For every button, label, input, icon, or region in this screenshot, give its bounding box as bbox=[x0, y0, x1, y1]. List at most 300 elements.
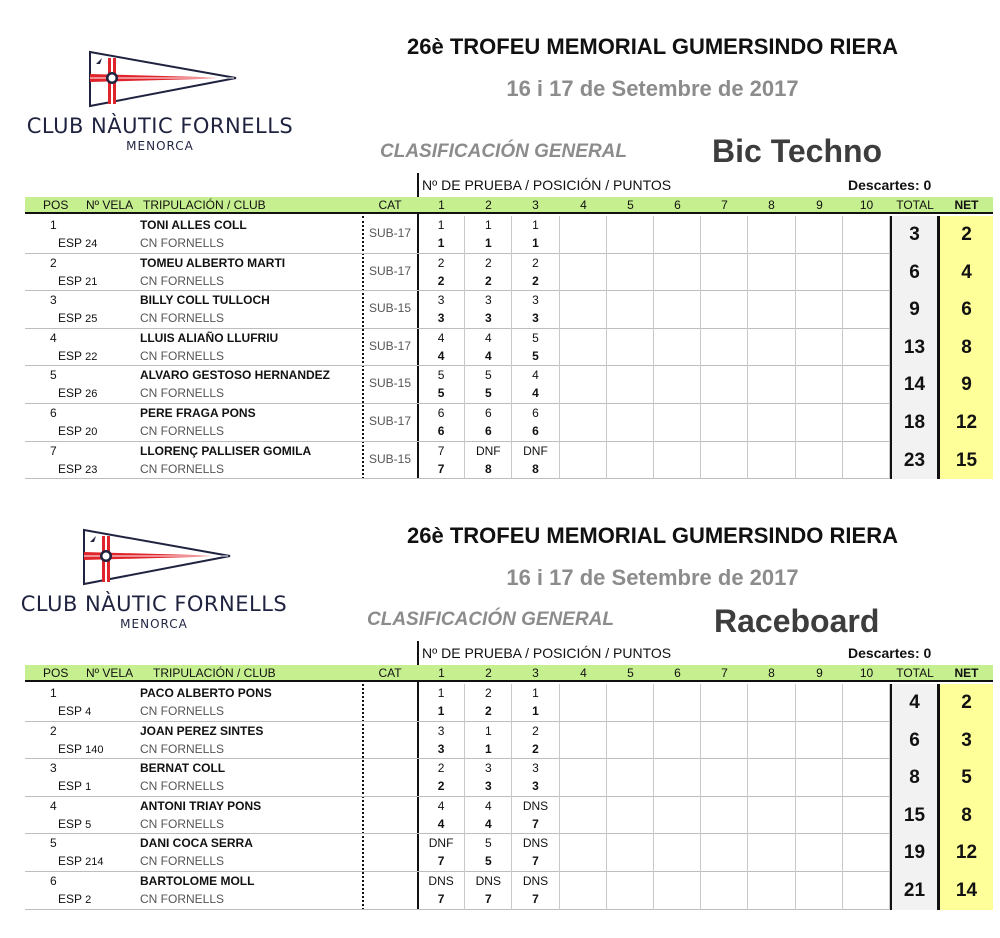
race-position: 3 bbox=[484, 293, 492, 308]
race-cell-10 bbox=[843, 404, 890, 442]
race-position: DNS bbox=[475, 874, 501, 888]
race-points: 1 bbox=[437, 704, 445, 718]
race-cell-9 bbox=[796, 216, 843, 254]
race-points: 3 bbox=[532, 311, 539, 326]
race-cell-2 bbox=[465, 291, 512, 329]
race-cell-4 bbox=[560, 404, 607, 442]
sail-num: 5 bbox=[85, 818, 92, 831]
race-cell-10 bbox=[843, 216, 890, 254]
race-cell-5 bbox=[607, 254, 654, 292]
club-name: CN FORNELLS bbox=[140, 273, 225, 288]
club-name: CN FORNELLS bbox=[140, 816, 225, 831]
race-position: 1 bbox=[437, 218, 445, 232]
race-cell-7 bbox=[701, 254, 748, 292]
race-position: 3 bbox=[532, 293, 539, 308]
race-cell-1 bbox=[418, 404, 465, 442]
race-cell-10 bbox=[843, 366, 890, 404]
race-cell-2 bbox=[465, 684, 512, 722]
net-points: 8 bbox=[940, 797, 993, 835]
race-position: 6 bbox=[532, 406, 539, 420]
net-points: 4 bbox=[940, 254, 993, 292]
race-points: 1 bbox=[532, 704, 539, 718]
sail-num: 1 bbox=[85, 781, 92, 794]
race-cell-1 bbox=[418, 797, 465, 835]
race-cell-2 bbox=[465, 834, 512, 872]
sailor-name: TOMEU ALBERTO MARTI bbox=[140, 255, 286, 270]
total-points: 4 bbox=[890, 684, 940, 722]
total-points: 8 bbox=[890, 759, 940, 797]
race-cell-5 bbox=[607, 872, 654, 910]
race-cell-10 bbox=[843, 722, 890, 760]
class-name: Raceboard bbox=[714, 603, 880, 639]
sail-number bbox=[58, 386, 97, 400]
race-cell-7 bbox=[701, 684, 748, 722]
race-position: 1 bbox=[532, 686, 539, 700]
table-row bbox=[25, 216, 993, 254]
race-points: 3 bbox=[484, 779, 492, 794]
race-cell-4 bbox=[560, 442, 607, 480]
position: 6 bbox=[50, 874, 57, 888]
race-cell-5 bbox=[607, 366, 654, 404]
total-points: 9 bbox=[890, 291, 940, 329]
race-cell-4 bbox=[560, 366, 607, 404]
position: 5 bbox=[50, 836, 57, 851]
sailor-name: TONI ALLES COLL bbox=[140, 218, 247, 232]
sail-num: 24 bbox=[85, 238, 98, 250]
races-label: Nº DE PRUEBA / POSICIÓN / PUNTOS bbox=[422, 645, 672, 661]
race-position: DNS bbox=[522, 836, 549, 851]
category: SUB-17 bbox=[368, 414, 412, 428]
col-race-3: 3 bbox=[532, 198, 539, 212]
race-cell-1 bbox=[418, 834, 465, 872]
net-points: 15 bbox=[940, 442, 993, 480]
race-cell-3 bbox=[512, 404, 559, 442]
race-cell-10 bbox=[843, 254, 890, 292]
position: 6 bbox=[50, 406, 57, 420]
race-cell-1 bbox=[418, 254, 465, 292]
race-cell-8 bbox=[748, 834, 795, 872]
race-cell-8 bbox=[748, 442, 795, 480]
total-points: 6 bbox=[890, 722, 940, 760]
category: SUB-15 bbox=[368, 451, 412, 466]
sail-num: 26 bbox=[85, 388, 98, 401]
race-cell-10 bbox=[843, 329, 890, 367]
race-cell-7 bbox=[701, 291, 748, 329]
race-cell-6 bbox=[654, 684, 701, 722]
col-race-8: 8 bbox=[768, 198, 775, 212]
race-position: 2 bbox=[532, 723, 539, 738]
race-position: 3 bbox=[532, 761, 539, 776]
position: 7 bbox=[50, 443, 57, 458]
sail-number bbox=[58, 817, 91, 831]
col-race-10: 10 bbox=[859, 666, 874, 680]
sail-prefix: ESP bbox=[58, 273, 82, 288]
total-points: 19 bbox=[890, 834, 940, 872]
position: 2 bbox=[50, 255, 57, 270]
sail-num: 25 bbox=[85, 313, 98, 326]
race-cell-9 bbox=[796, 254, 843, 292]
col-race-6: 6 bbox=[674, 666, 681, 680]
race-cell-6 bbox=[654, 329, 701, 367]
total-points: 21 bbox=[890, 872, 940, 910]
sail-num: 214 bbox=[85, 856, 104, 869]
race-points: 6 bbox=[484, 424, 492, 438]
col-race-9: 9 bbox=[816, 198, 823, 212]
net-points: 12 bbox=[940, 404, 993, 442]
net-points: 14 bbox=[940, 872, 993, 910]
sail-number bbox=[58, 311, 97, 325]
race-cell-6 bbox=[654, 291, 701, 329]
sail-prefix: ESP bbox=[58, 892, 82, 906]
race-position: DNS bbox=[522, 798, 549, 813]
race-cell-3 bbox=[512, 797, 559, 835]
results-table bbox=[25, 216, 993, 480]
net-points: 6 bbox=[940, 291, 993, 329]
race-points: 5 bbox=[437, 386, 445, 401]
table-row bbox=[25, 329, 993, 367]
position: 5 bbox=[50, 368, 57, 383]
race-position: 4 bbox=[484, 798, 492, 813]
sail-number bbox=[58, 742, 104, 756]
race-cell-4 bbox=[560, 797, 607, 835]
total-points: 14 bbox=[890, 366, 940, 404]
col-crew: TRIPULACIÓN / CLUB bbox=[153, 666, 276, 680]
race-cell-4 bbox=[560, 254, 607, 292]
category: SUB-15 bbox=[368, 376, 412, 391]
race-cell-7 bbox=[701, 442, 748, 480]
race-position: 5 bbox=[484, 368, 492, 383]
col-race-6: 6 bbox=[674, 198, 681, 212]
race-position: DNF bbox=[475, 443, 501, 458]
race-cell-9 bbox=[796, 797, 843, 835]
sailor-name: LLORENÇ PALLISER GOMILA bbox=[140, 443, 312, 458]
race-cell-3 bbox=[512, 442, 559, 480]
race-cell-9 bbox=[796, 872, 843, 910]
sailor-name: DANI COCA SERRA bbox=[140, 836, 253, 851]
race-cell-9 bbox=[796, 366, 843, 404]
race-points: 6 bbox=[532, 424, 539, 438]
race-cell-7 bbox=[701, 404, 748, 442]
race-cell-9 bbox=[796, 442, 843, 480]
race-position: 4 bbox=[532, 368, 539, 383]
race-cell-3 bbox=[512, 872, 559, 910]
race-cell-7 bbox=[701, 797, 748, 835]
sailor-name: ANTONI TRIAY PONS bbox=[140, 798, 262, 813]
col-race-1: 1 bbox=[438, 198, 445, 212]
race-cell-3 bbox=[512, 329, 559, 367]
col-race-10: 10 bbox=[859, 198, 874, 212]
discards-label: Descartes: 0 bbox=[848, 177, 932, 193]
sail-number bbox=[58, 236, 97, 250]
table-row bbox=[25, 442, 993, 480]
club-name: CN FORNELLS bbox=[140, 704, 225, 718]
table-row bbox=[25, 366, 993, 404]
race-points: 5 bbox=[484, 854, 492, 869]
race-points: 3 bbox=[437, 311, 445, 326]
race-points: 1 bbox=[532, 236, 539, 250]
sailor-name: ALVARO GESTOSO HERNANDEZ bbox=[140, 368, 331, 383]
table-row bbox=[25, 404, 993, 442]
position: 3 bbox=[50, 293, 57, 308]
sail-prefix: ESP bbox=[58, 816, 82, 831]
total-points: 18 bbox=[890, 404, 940, 442]
race-position: 6 bbox=[437, 406, 445, 420]
position: 3 bbox=[50, 761, 57, 776]
sail-number bbox=[58, 704, 91, 718]
net-points: 5 bbox=[940, 759, 993, 797]
race-cell-8 bbox=[748, 759, 795, 797]
race-position: 5 bbox=[532, 330, 539, 345]
race-cell-2 bbox=[465, 872, 512, 910]
race-points: 7 bbox=[437, 892, 445, 906]
sail-number bbox=[58, 462, 97, 476]
race-cell-8 bbox=[748, 722, 795, 760]
race-points: 7 bbox=[437, 854, 445, 869]
race-points: 8 bbox=[484, 461, 492, 476]
col-race-4: 4 bbox=[580, 198, 587, 212]
net-points: 2 bbox=[940, 216, 993, 254]
race-cell-3 bbox=[512, 759, 559, 797]
sail-number bbox=[58, 892, 91, 906]
race-cell-7 bbox=[701, 366, 748, 404]
race-cell-4 bbox=[560, 759, 607, 797]
race-cell-2 bbox=[465, 722, 512, 760]
race-position: 1 bbox=[484, 218, 492, 232]
race-points: 3 bbox=[437, 741, 445, 756]
race-cell-3 bbox=[512, 254, 559, 292]
category: SUB-17 bbox=[368, 338, 412, 353]
race-cell-8 bbox=[748, 872, 795, 910]
race-position: 3 bbox=[437, 723, 445, 738]
race-cell-1 bbox=[418, 216, 465, 254]
race-position: 2 bbox=[437, 255, 445, 270]
race-points: 4 bbox=[437, 816, 445, 831]
col-race-5: 5 bbox=[627, 198, 634, 212]
race-points: 4 bbox=[484, 348, 492, 363]
races-label: Nº DE PRUEBA / POSICIÓN / PUNTOS bbox=[422, 177, 672, 193]
sailor-name: BARTOLOME MOLL bbox=[140, 874, 255, 888]
race-cell-4 bbox=[560, 329, 607, 367]
race-cell-2 bbox=[465, 797, 512, 835]
total-points: 3 bbox=[890, 216, 940, 254]
club-name: CN FORNELLS bbox=[140, 461, 225, 476]
race-cell-1 bbox=[418, 366, 465, 404]
race-points: 1 bbox=[484, 741, 492, 756]
race-points: 7 bbox=[484, 892, 492, 906]
event-title: 26è TROFEU MEMORIAL GUMERSINDO RIERA bbox=[407, 34, 898, 59]
race-cell-7 bbox=[701, 834, 748, 872]
race-position: 3 bbox=[437, 293, 445, 308]
club-name: CLUB NÀUTIC FORNELLS bbox=[20, 592, 288, 616]
club-location: MENORCA bbox=[120, 617, 188, 631]
club-name: CN FORNELLS bbox=[140, 311, 225, 326]
race-cell-10 bbox=[843, 442, 890, 480]
club-location: MENORCA bbox=[126, 139, 194, 153]
race-points: 2 bbox=[532, 741, 539, 756]
race-position: 2 bbox=[484, 255, 492, 270]
race-cell-2 bbox=[465, 759, 512, 797]
sail-number bbox=[58, 854, 104, 868]
club-name: CN FORNELLS bbox=[140, 892, 225, 906]
race-points: 2 bbox=[484, 704, 492, 718]
race-cell-10 bbox=[843, 872, 890, 910]
race-points: 1 bbox=[484, 236, 492, 250]
sail-prefix: ESP bbox=[58, 311, 82, 326]
sail-prefix: ESP bbox=[58, 461, 82, 476]
net-points: 9 bbox=[940, 366, 993, 404]
event-dates: 16 i 17 de Setembre de 2017 bbox=[506, 565, 799, 590]
race-cell-4 bbox=[560, 684, 607, 722]
race-points: 7 bbox=[532, 854, 539, 869]
race-position: 2 bbox=[437, 761, 445, 776]
race-cell-6 bbox=[654, 872, 701, 910]
col-total: TOTAL bbox=[896, 666, 934, 680]
total-points: 13 bbox=[890, 329, 940, 367]
race-points: 2 bbox=[437, 273, 445, 288]
sail-num: 2 bbox=[85, 894, 92, 906]
total-points: 23 bbox=[890, 442, 940, 480]
race-cell-3 bbox=[512, 684, 559, 722]
race-cell-6 bbox=[654, 442, 701, 480]
race-cell-3 bbox=[512, 291, 559, 329]
race-cell-2 bbox=[465, 216, 512, 254]
race-cell-6 bbox=[654, 722, 701, 760]
classification-label: CLASIFICACIÓN GENERAL bbox=[380, 141, 627, 162]
total-points: 6 bbox=[890, 254, 940, 292]
race-points: 2 bbox=[484, 273, 492, 288]
race-cell-9 bbox=[796, 759, 843, 797]
sail-number bbox=[58, 424, 97, 438]
race-position: DNS bbox=[428, 874, 454, 888]
total-points: 15 bbox=[890, 797, 940, 835]
results-section-raceboard bbox=[0, 490, 1000, 938]
race-cell-1 bbox=[418, 442, 465, 480]
sail-number bbox=[58, 349, 97, 363]
event-title: 26è TROFEU MEMORIAL GUMERSINDO RIERA bbox=[407, 523, 898, 548]
race-cell-1 bbox=[418, 722, 465, 760]
race-points: 2 bbox=[532, 273, 539, 288]
sailor-name: PACO ALBERTO PONS bbox=[140, 686, 272, 700]
sail-number bbox=[58, 274, 97, 288]
col-crew: TRIPULACIÓN / CLUB bbox=[143, 198, 266, 212]
col-race-7: 7 bbox=[721, 198, 728, 212]
race-points: 4 bbox=[484, 816, 492, 831]
race-cell-7 bbox=[701, 216, 748, 254]
race-cell-8 bbox=[748, 684, 795, 722]
race-cell-7 bbox=[701, 759, 748, 797]
race-position: 4 bbox=[437, 798, 445, 813]
race-cell-6 bbox=[654, 404, 701, 442]
race-cell-6 bbox=[654, 759, 701, 797]
sail-prefix: ESP bbox=[58, 741, 82, 756]
sail-prefix: ESP bbox=[58, 424, 82, 438]
race-cell-7 bbox=[701, 329, 748, 367]
col-race-1: 1 bbox=[438, 666, 445, 680]
race-cell-3 bbox=[512, 834, 559, 872]
race-cell-9 bbox=[796, 329, 843, 367]
club-name: CN FORNELLS bbox=[140, 854, 225, 869]
sail-prefix: ESP bbox=[58, 779, 82, 794]
race-points: 7 bbox=[532, 892, 539, 906]
race-cell-5 bbox=[607, 442, 654, 480]
table-header bbox=[25, 665, 993, 682]
pennant-flag-icon bbox=[88, 50, 238, 110]
race-position: 3 bbox=[484, 761, 492, 776]
race-position: 1 bbox=[437, 686, 445, 700]
race-cell-5 bbox=[607, 404, 654, 442]
col-race-2: 2 bbox=[485, 198, 492, 212]
event-dates: 16 i 17 de Setembre de 2017 bbox=[506, 76, 799, 101]
race-position: 2 bbox=[532, 255, 539, 270]
col-net: NET bbox=[954, 198, 979, 212]
race-cell-1 bbox=[418, 291, 465, 329]
sail-num: 4 bbox=[85, 706, 92, 718]
race-points: 4 bbox=[437, 348, 445, 363]
table-header bbox=[25, 197, 993, 214]
race-cell-9 bbox=[796, 834, 843, 872]
category: SUB-15 bbox=[368, 301, 412, 316]
race-cell-9 bbox=[796, 404, 843, 442]
race-position: 5 bbox=[484, 836, 492, 851]
club-logo bbox=[0, 520, 320, 640]
net-points: 2 bbox=[940, 684, 993, 722]
table-row bbox=[25, 254, 993, 292]
sailor-name: PERE FRAGA PONS bbox=[140, 406, 256, 420]
race-position: 5 bbox=[437, 368, 445, 383]
race-cell-2 bbox=[465, 329, 512, 367]
race-cell-2 bbox=[465, 442, 512, 480]
col-pos: POS bbox=[43, 198, 69, 212]
race-cell-10 bbox=[843, 797, 890, 835]
race-cell-3 bbox=[512, 366, 559, 404]
sail-prefix: ESP bbox=[58, 236, 82, 250]
table-row bbox=[25, 872, 993, 910]
col-race-5: 5 bbox=[627, 666, 634, 680]
race-cell-3 bbox=[512, 722, 559, 760]
race-cell-10 bbox=[843, 291, 890, 329]
race-cell-6 bbox=[654, 216, 701, 254]
sailor-name: BILLY COLL TULLOCH bbox=[140, 293, 270, 308]
race-cell-2 bbox=[465, 404, 512, 442]
race-cell-9 bbox=[796, 722, 843, 760]
sail-num: 20 bbox=[85, 426, 98, 438]
race-cell-5 bbox=[607, 834, 654, 872]
race-position: 7 bbox=[437, 443, 445, 458]
race-points: 5 bbox=[532, 348, 539, 363]
race-cell-2 bbox=[465, 254, 512, 292]
race-cell-10 bbox=[843, 684, 890, 722]
race-cell-6 bbox=[654, 254, 701, 292]
race-cell-8 bbox=[748, 254, 795, 292]
race-cell-5 bbox=[607, 329, 654, 367]
race-cell-4 bbox=[560, 872, 607, 910]
race-position: 1 bbox=[532, 218, 539, 232]
position: 1 bbox=[50, 686, 57, 700]
table-row bbox=[25, 684, 993, 722]
table-row bbox=[25, 797, 993, 835]
col-race-7: 7 bbox=[721, 666, 728, 680]
race-points: 7 bbox=[437, 461, 445, 476]
class-name: Bic Techno bbox=[712, 133, 883, 169]
position: 4 bbox=[50, 798, 57, 813]
race-points: 3 bbox=[484, 311, 492, 326]
pennant-flag-icon bbox=[82, 528, 232, 588]
sailor-name: JOAN PEREZ SINTES bbox=[140, 723, 264, 738]
col-net: NET bbox=[954, 666, 979, 680]
race-cell-5 bbox=[607, 216, 654, 254]
header-divider bbox=[417, 641, 419, 665]
race-cell-8 bbox=[748, 404, 795, 442]
